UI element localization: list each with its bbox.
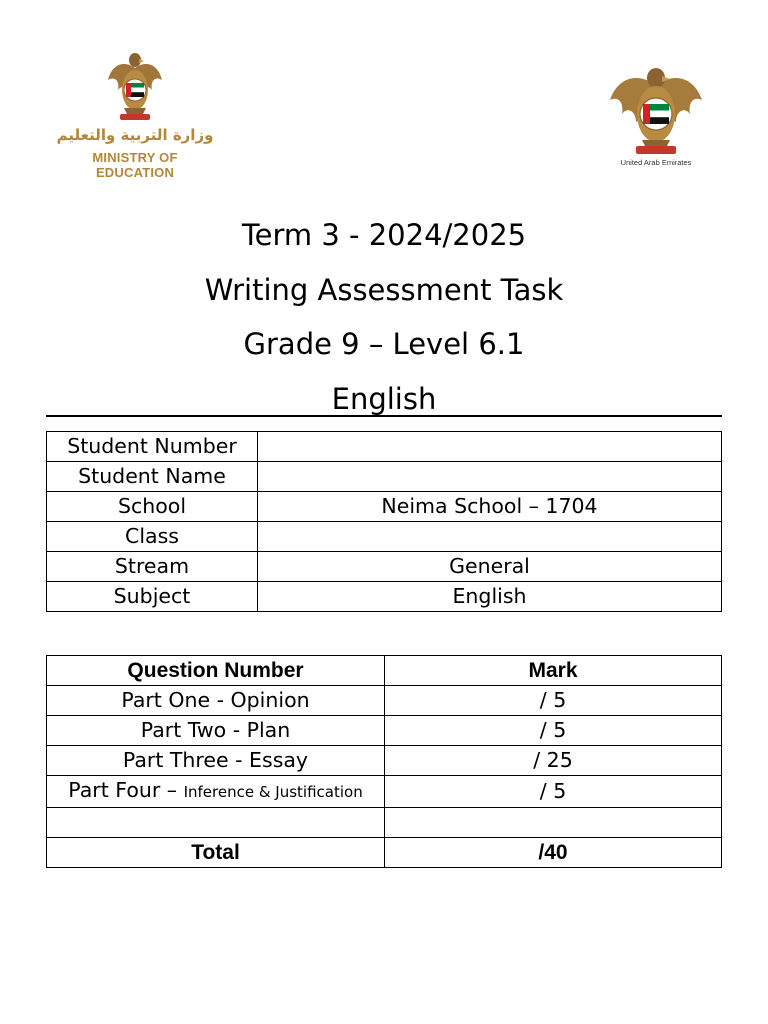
uae-emblem-logo xyxy=(606,64,706,168)
student-info-table xyxy=(46,431,722,612)
table-row xyxy=(47,746,722,776)
stream-label: Stream xyxy=(47,552,258,582)
ministry-of-education-logo xyxy=(52,50,218,180)
class-field[interactable] xyxy=(258,522,722,552)
total-label: Total xyxy=(47,838,385,868)
part-four-label-main: Part Four – xyxy=(68,778,184,802)
student-number-label: Student Number xyxy=(47,432,258,462)
total-mark[interactable]: /40 xyxy=(385,838,722,868)
part-three-label: Part Three - Essay xyxy=(47,746,385,776)
table-row xyxy=(47,552,722,582)
subject-value: English xyxy=(258,582,722,612)
empty-row-mark[interactable] xyxy=(385,808,722,838)
uae-eagle-emblem-icon xyxy=(52,50,218,126)
table-row xyxy=(47,432,722,462)
uae-eagle-emblem-icon xyxy=(606,64,706,156)
part-four-mark[interactable]: / 5 xyxy=(385,776,722,808)
part-one-label: Part One - Opinion xyxy=(47,686,385,716)
mark-header: Mark xyxy=(385,656,722,686)
stream-value: General xyxy=(258,552,722,582)
assessment-title: Writing Assessment Task xyxy=(204,272,564,307)
table-row xyxy=(47,808,722,838)
table-row xyxy=(47,716,722,746)
marks-table xyxy=(46,655,722,868)
table-header-row xyxy=(47,656,722,686)
empty-row-label xyxy=(47,808,385,838)
part-one-mark[interactable]: / 5 xyxy=(385,686,722,716)
ministry-arabic-name: وزارة التربية والتعليم xyxy=(56,126,214,144)
question-number-header: Question Number xyxy=(47,656,385,686)
class-label: Class xyxy=(47,522,258,552)
student-name-label: Student Name xyxy=(47,462,258,492)
subject-label: Subject xyxy=(47,582,258,612)
uae-caption: United Arab Emirates xyxy=(620,158,692,167)
part-three-mark[interactable]: / 25 xyxy=(385,746,722,776)
part-two-mark[interactable]: / 5 xyxy=(385,716,722,746)
term-title: Term 3 - 2024/2025 xyxy=(241,218,527,252)
title-divider xyxy=(46,415,722,417)
subject-title: English xyxy=(331,381,437,416)
table-row xyxy=(47,582,722,612)
table-row xyxy=(47,492,722,522)
part-two-label: Part Two - Plan xyxy=(47,716,385,746)
table-row xyxy=(47,522,722,552)
table-row xyxy=(47,776,722,808)
table-row xyxy=(47,686,722,716)
table-row xyxy=(47,462,722,492)
part-four-label-detail: Inference & Justification xyxy=(183,783,363,801)
school-value: Neima School – 1704 xyxy=(258,492,722,522)
student-number-field[interactable] xyxy=(258,432,722,462)
student-name-field[interactable] xyxy=(258,462,722,492)
document-title-block xyxy=(0,208,768,426)
grade-level-title: Grade 9 – Level 6.1 xyxy=(243,327,525,361)
part-four-label xyxy=(47,776,385,808)
ministry-english-name: MINISTRY OF EDUCATION xyxy=(92,150,178,180)
table-total-row xyxy=(47,838,722,868)
school-label: School xyxy=(47,492,258,522)
